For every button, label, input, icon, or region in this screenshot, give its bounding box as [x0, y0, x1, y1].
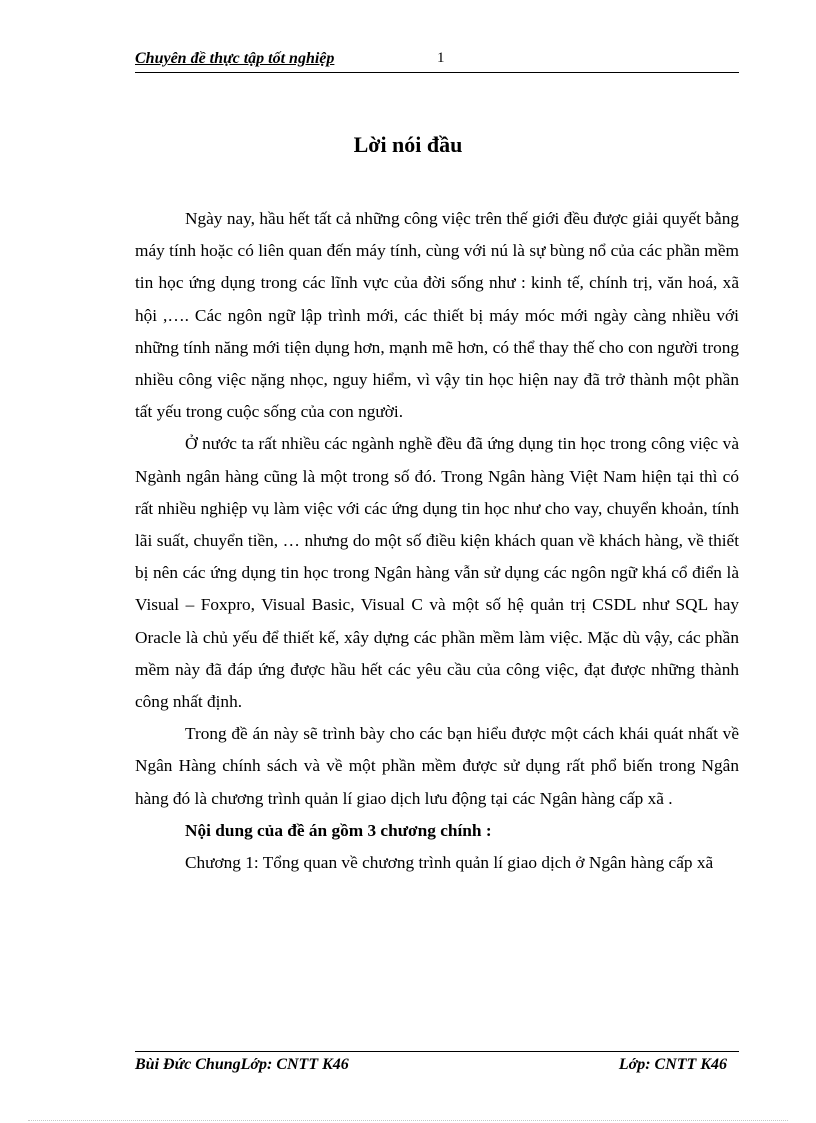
footer-class: Lớp: CNTT K46 — [618, 1056, 727, 1073]
paragraph-project: Trong đề án này sẽ trình bày cho các bạn hiểu được một cách khái quát nhất về Ngân Hàng chính sách và về một phần mềm được sử dụng rất phổ biến trong Ngân hàng đó là chương trình quản lí giao dịch lưu động tại các Ngân hàng cấp xã . — [135, 724, 739, 808]
paragraph-intro: Ngày nay, hầu hết tất cả những công việc trên thế giới đều được giải quyết bằng máy tính hoặc có liên quan đến máy tính, cùng với nú là sự bùng nổ của các phần mềm tin học ứng dụng trong các lĩnh vực của đời sống như : kinh tế, chính trị, văn hoá, xã hội ,…. Các ngôn ngữ lập trình mới, các thiết bị máy móc mới ngày càng nhiều với những tính năng mới tiện dụng hơn, mạnh mẽ hơn, có thể thay thế cho con người trong nhiều công việc nặng nhọc, nguy hiểm, vì vậy tin học hiện nay đã trở thành một phần tất yếu trong cuộc sống của con người. — [135, 209, 739, 422]
document-body — [135, 203, 739, 879]
paragraph-banking: Ở nước ta rất nhiều các ngành nghề đều đã ứng dụng tin học trong công việc và Ngành ngân hàng cũng là một trong số đó. Trong Ngân hàng Việt Nam hiện tại thì có rất nhiều nghiệp vụ làm việc với các ứng dụng tin học như cho vay, chuyển khoản, tính lãi suất, chuyển tiền, … nhưng do một số điều kiện khách quan về khách hàng, về thiết bị nên các ứng dụng tin học trong Ngân hàng vẫn sử dụng các ngôn ngữ khá cổ điển là Visual – Foxpro, Visual Basic, Visual C và một số hệ quản trị CSDL như SQL hay Oracle là chủ yếu để thiết kế, xây dựng các phần mềm làm việc. Mặc dù vậy, các phần mềm này đã đáp ứng được hầu hết các yêu cầu của công việc, đạt được những thành công nhất định. — [135, 434, 739, 712]
page-title: Lời nói đầu — [353, 132, 463, 157]
page-header — [135, 48, 739, 73]
header-title: Chuyên đề thực tập tốt nghiệp — [135, 50, 335, 67]
contents-heading: Nội dung của đề án gồm 3 chương chính : — [185, 820, 492, 840]
page-footer — [135, 1051, 739, 1078]
page-number: 1 — [437, 50, 445, 66]
footer-author: Bùi Đức ChungLớp: CNTT K46 — [135, 1056, 349, 1073]
paragraph-chapter-1: Chương 1: Tổng quan về chương trình quản lí giao dịch ở Ngân hàng cấp xã — [185, 853, 714, 873]
page-bottom-divider — [28, 1120, 788, 1121]
